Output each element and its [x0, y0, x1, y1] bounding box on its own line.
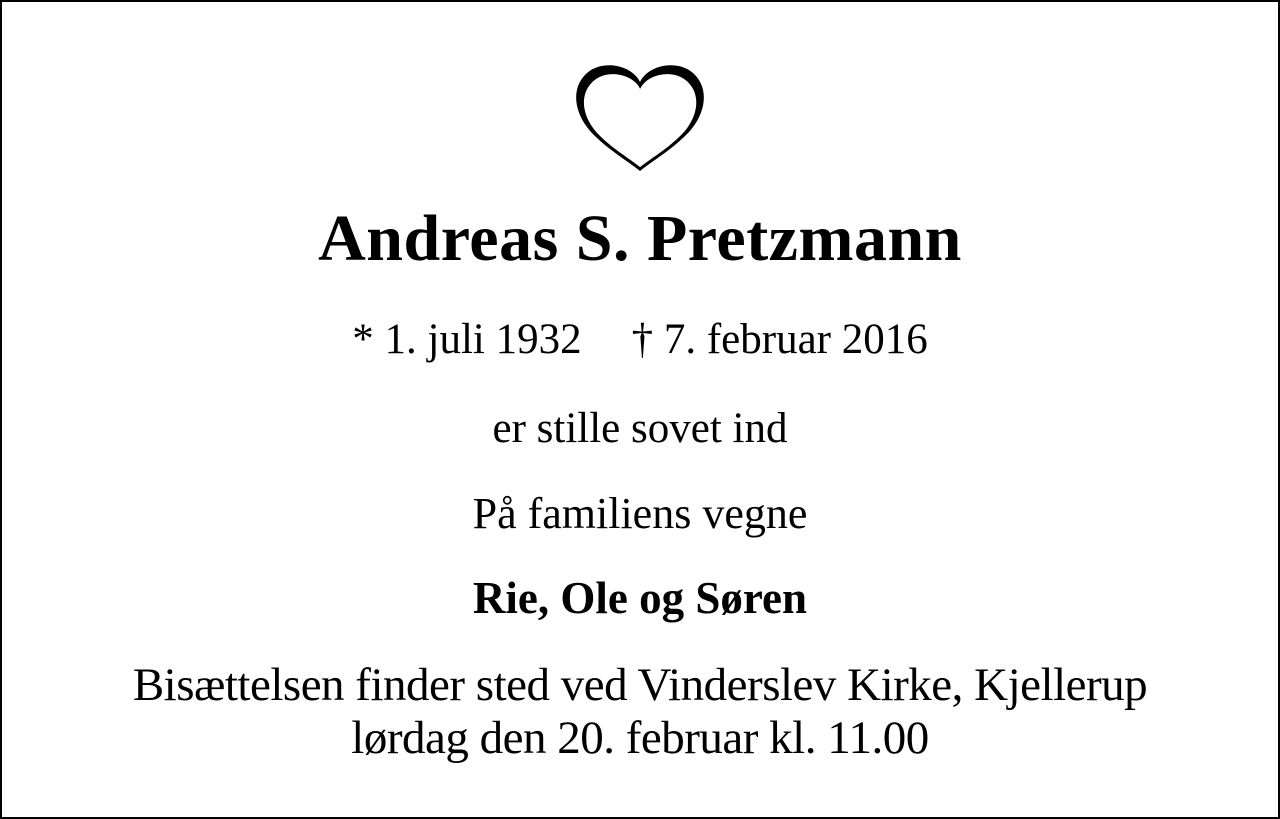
- on-behalf-line: På familiens vegne: [472, 489, 808, 538]
- passing-line: er stille sovet ind: [492, 405, 788, 452]
- heart-icon: [2, 60, 1278, 172]
- life-dates: [2, 318, 1278, 361]
- birth-date: * 1. juli 1932: [352, 316, 582, 363]
- ceremony-details: [2, 659, 1278, 765]
- death-date: † 7. februar 2016: [631, 316, 928, 363]
- ceremony-time-line: lørdag den 20. februar kl. 11.00: [351, 712, 929, 765]
- deceased-name: Andreas S. Pretzmann: [318, 202, 962, 275]
- family-signature: Rie, Ole og Søren: [472, 573, 808, 623]
- ceremony-location-line: Bisættelsen finder sted ved Vinderslev Kirke, Kjellerup: [132, 659, 1148, 711]
